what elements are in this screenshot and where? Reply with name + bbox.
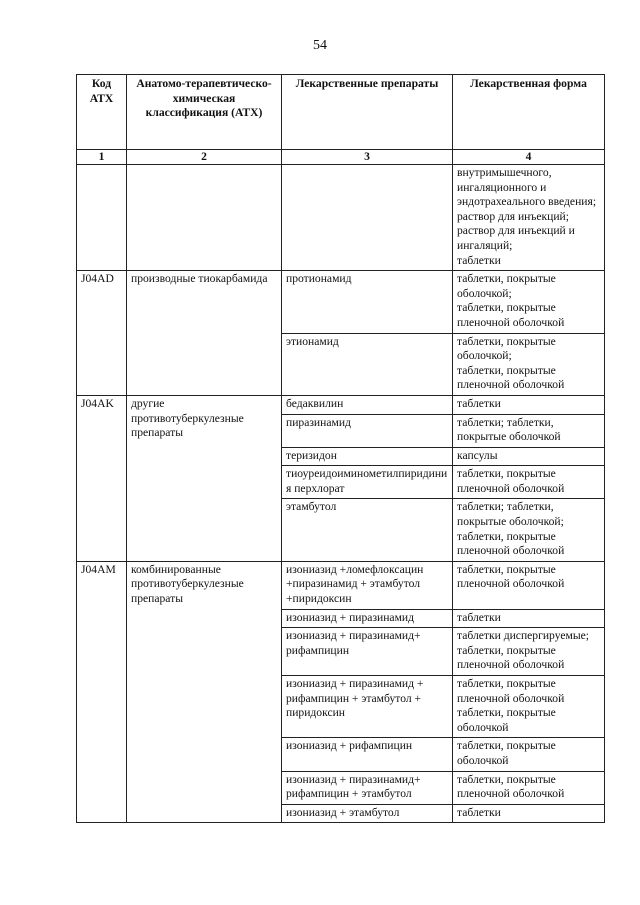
form-cell [453,561,605,609]
code-cell: J04AM [77,561,127,823]
column-number: 1 [77,150,127,165]
form-cell [453,447,605,466]
column-numbers-row [77,150,605,165]
drug-cell: пиразинамид [282,414,453,447]
classification-cell: комбинированные противотуберкулезные препараты [127,561,282,823]
form-line: таблетки, покрытые пленочной оболочкой [457,301,565,329]
form-line: таблетки, покрытые оболочкой [457,739,556,767]
form-cell [453,499,605,561]
form-line: таблетки, покрытые пленочной оболочкой [457,529,565,558]
form-line: таблетки, покрытые пленочной оболочкой [457,467,565,495]
drug-cell: тиоуреидоиминометилпиридиния перхлорат [282,466,453,499]
page-number: 54 [313,38,327,53]
table-header-row [77,75,605,150]
form-line: внутримышечного, ингаляционного и эндотрахеального введения; [457,166,597,209]
drug-cell: этионамид [282,333,453,395]
form-line: таблетки; таблетки, покрытые оболочкой [457,415,561,444]
form-line: таблетки [457,805,501,819]
form-line: таблетки [457,396,501,410]
column-number: 3 [282,150,453,165]
form-cell [453,628,605,676]
form-line: таблетки, покрытые оболочкой [457,706,556,734]
header-code: Код АТХ [77,75,127,150]
form-line: капсулы [457,448,498,462]
drug-table [76,74,605,823]
drug-cell: изониазид + пиразинамид + рифампицин + этамбутол + пиридоксин [282,676,453,738]
header-forms: Лекарственная форма [453,75,605,150]
form-line: таблетки, покрытые пленочной оболочкой [457,772,565,801]
classification-cell: производные тиокарбамида [127,271,282,396]
drug-cell: этамбутол [282,499,453,561]
form-line: таблетки, покрытые пленочной оболочкой [457,643,565,672]
form-cell [453,414,605,447]
form-line: таблетки [457,253,501,267]
drug-cell: изониазид + пиразинамид [282,609,453,628]
code-cell: J04AK [77,395,127,561]
form-line: таблетки; таблетки, покрытые оболочкой; [457,500,564,529]
drug-cell: изониазид + пиразинамид+ рифампицин [282,628,453,676]
code-cell [77,165,127,271]
form-line: раствор для инъекций; [457,209,569,223]
form-cell [453,333,605,395]
form-line: таблетки, покрытые оболочкой; [457,272,556,300]
drug-cell: теризидон [282,447,453,466]
form-cell [453,466,605,499]
code-cell: J04AD [77,271,127,396]
table-row [77,271,605,333]
form-line: таблетки диспергируемые; [457,629,589,643]
table-row [77,395,605,414]
drug-cell: изониазид + рифампицин [282,738,453,771]
drug-cell: протионамид [282,271,453,333]
form-cell [453,676,605,738]
table-row [77,165,605,271]
form-cell [453,738,605,771]
form-cell [453,165,605,271]
drug-cell [282,165,453,271]
form-cell [453,395,605,414]
table-row [77,561,605,609]
form-line: таблетки [457,610,501,624]
drug-cell: бедаквилин [282,395,453,414]
form-line: таблетки, покрытые пленочной оболочкой [457,562,565,591]
drug-cell: изониазид + пиразинамид+ рифампицин + этамбутол [282,771,453,804]
classification-cell: другие противотуберкулезные препараты [127,395,282,561]
form-line: таблетки, покрытые пленочной оболочкой [457,677,565,705]
drug-cell: изониазид + этамбутол [282,804,453,823]
form-line: раствор для инъекций и ингаляций; [457,224,575,252]
classification-cell [127,165,282,271]
header-classification: Анатомо-терапевтическо-химическая классификация (АТХ) [127,75,282,150]
form-line: таблетки, покрытые оболочкой; [457,334,556,363]
drug-cell: изониазид +ломефлоксацин +пиразинамид + этамбутол +пиридоксин [282,561,453,609]
form-line: таблетки, покрытые пленочной оболочкой [457,363,565,392]
header-drugs: Лекарственные препараты [282,75,453,150]
form-cell [453,271,605,333]
form-cell [453,609,605,628]
form-cell [453,771,605,804]
form-cell [453,804,605,823]
column-number: 2 [127,150,282,165]
column-number: 4 [453,150,605,165]
